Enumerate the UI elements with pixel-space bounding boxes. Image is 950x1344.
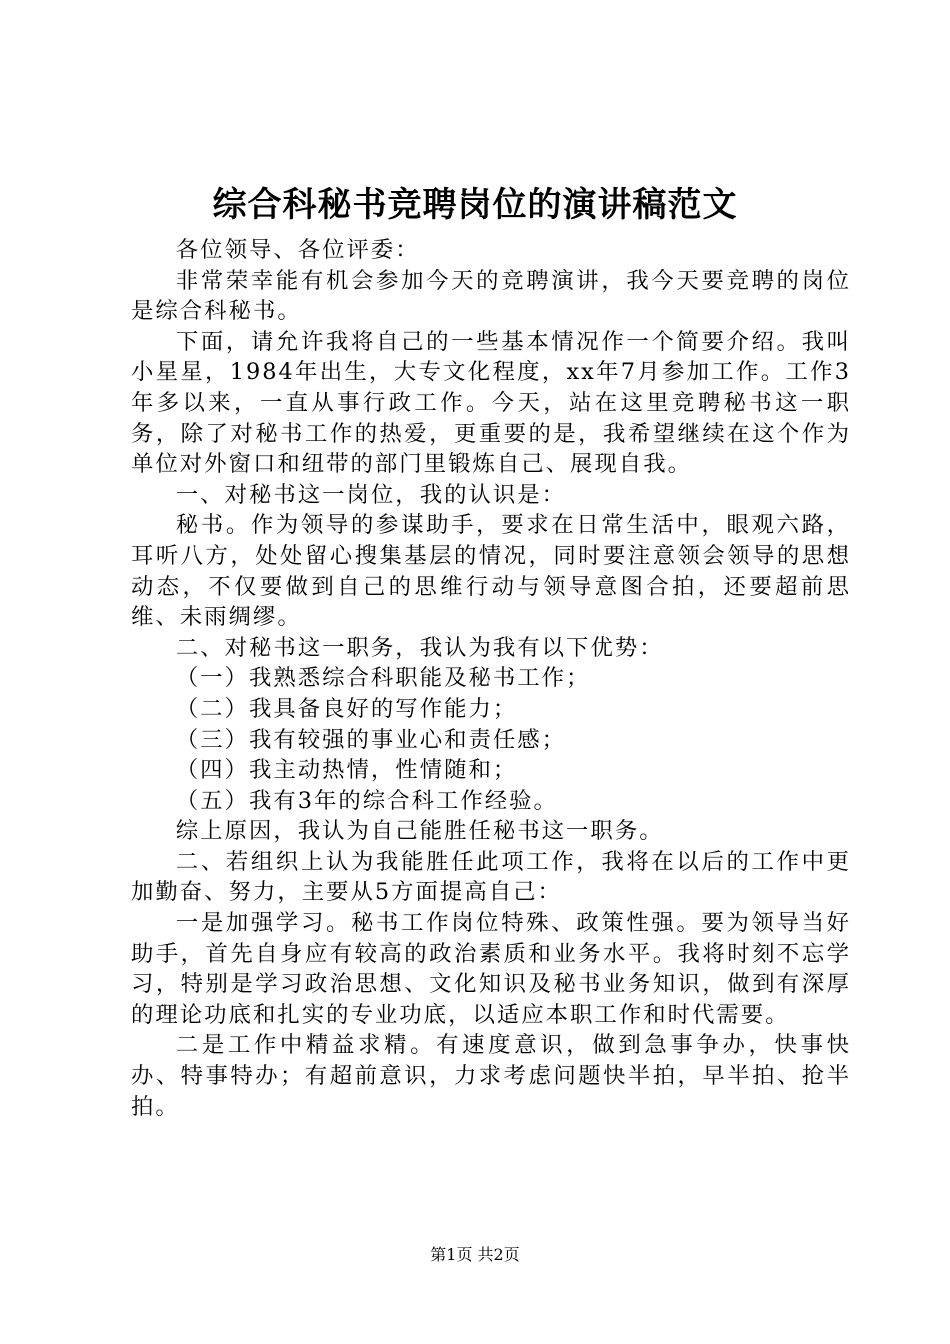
list-item: （一）我熟悉综合科职能及秘书工作； — [175, 665, 591, 692]
list-item: （二）我具备良好的写作能力； — [175, 695, 518, 722]
paragraph: 一是加强学习。秘书工作岗位特殊、政策性强。要为领导当好助手，首先自身应有较高的政治素质和业务水平。我将时刻不忘学习，特别是学习政治思想、文化知识及秘书业务知识，做到有深厚的理论功底和扎实的专业功底，以适应本职工作和时代需要。 — [131, 910, 851, 1028]
paragraph: 一、对秘书这一岗位，我的认识是： — [175, 481, 567, 508]
paragraph: 二、对秘书这一职务，我认为我有以下优势： — [175, 634, 664, 661]
list-item: （四）我主动热情，性情随和； — [175, 757, 518, 784]
paragraph: 秘书。作为领导的参谋助手，要求在日常生活中，眼观六路，耳听八方，处处留心搜集基层的情况，同时要注意领会领导的思想动态，不仅要做到自己的思维行动与领导意图合拍，还要超前思维、未雨绸缪。 — [131, 512, 851, 631]
paragraph: 非常荣幸能有机会参加今天的竞聘演讲，我今天要竞聘的岗位是综合科秘书。 — [131, 267, 851, 325]
list-item: （五）我有3年的综合科工作经验。 — [175, 787, 558, 814]
document-body — [131, 235, 851, 1122]
paragraph: 综上原因，我认为自己能胜任秘书这一职务。 — [175, 818, 664, 845]
paragraph: 二是工作中精益求精。有速度意识，做到急事争办，快事快办、特事特办；有超前意识，力求考虑问题快半拍，早半拍、抢半拍。 — [131, 1032, 851, 1120]
list-item: （三）我有较强的事业心和责任感； — [175, 726, 567, 753]
document-title: 综合科秘书竞聘岗位的演讲稿范文 — [212, 185, 738, 225]
paragraph: 下面，请允许我将自己的一些基本情况作一个简要介绍。我叫小星星，1984年出生，大专文化程度，xx年7月参加工作。工作3年多以来，一直从事行政工作。今天，站在这里竞聘秘书这一职务，除了对秘书工作的热爱，更重要的是，我希望继续在这个作为单位对外窗口和纽带的部门里锻炼自己、展现自我。 — [131, 328, 851, 478]
page-footer: 第1页 共2页 — [430, 1245, 520, 1264]
paragraph: 二、若组织上认为我能胜任此项工作，我将在以后的工作中更加勤奋、努力，主要从5方面提高自己： — [131, 848, 851, 906]
paragraph: 各位领导、各位评委： — [175, 237, 420, 263]
